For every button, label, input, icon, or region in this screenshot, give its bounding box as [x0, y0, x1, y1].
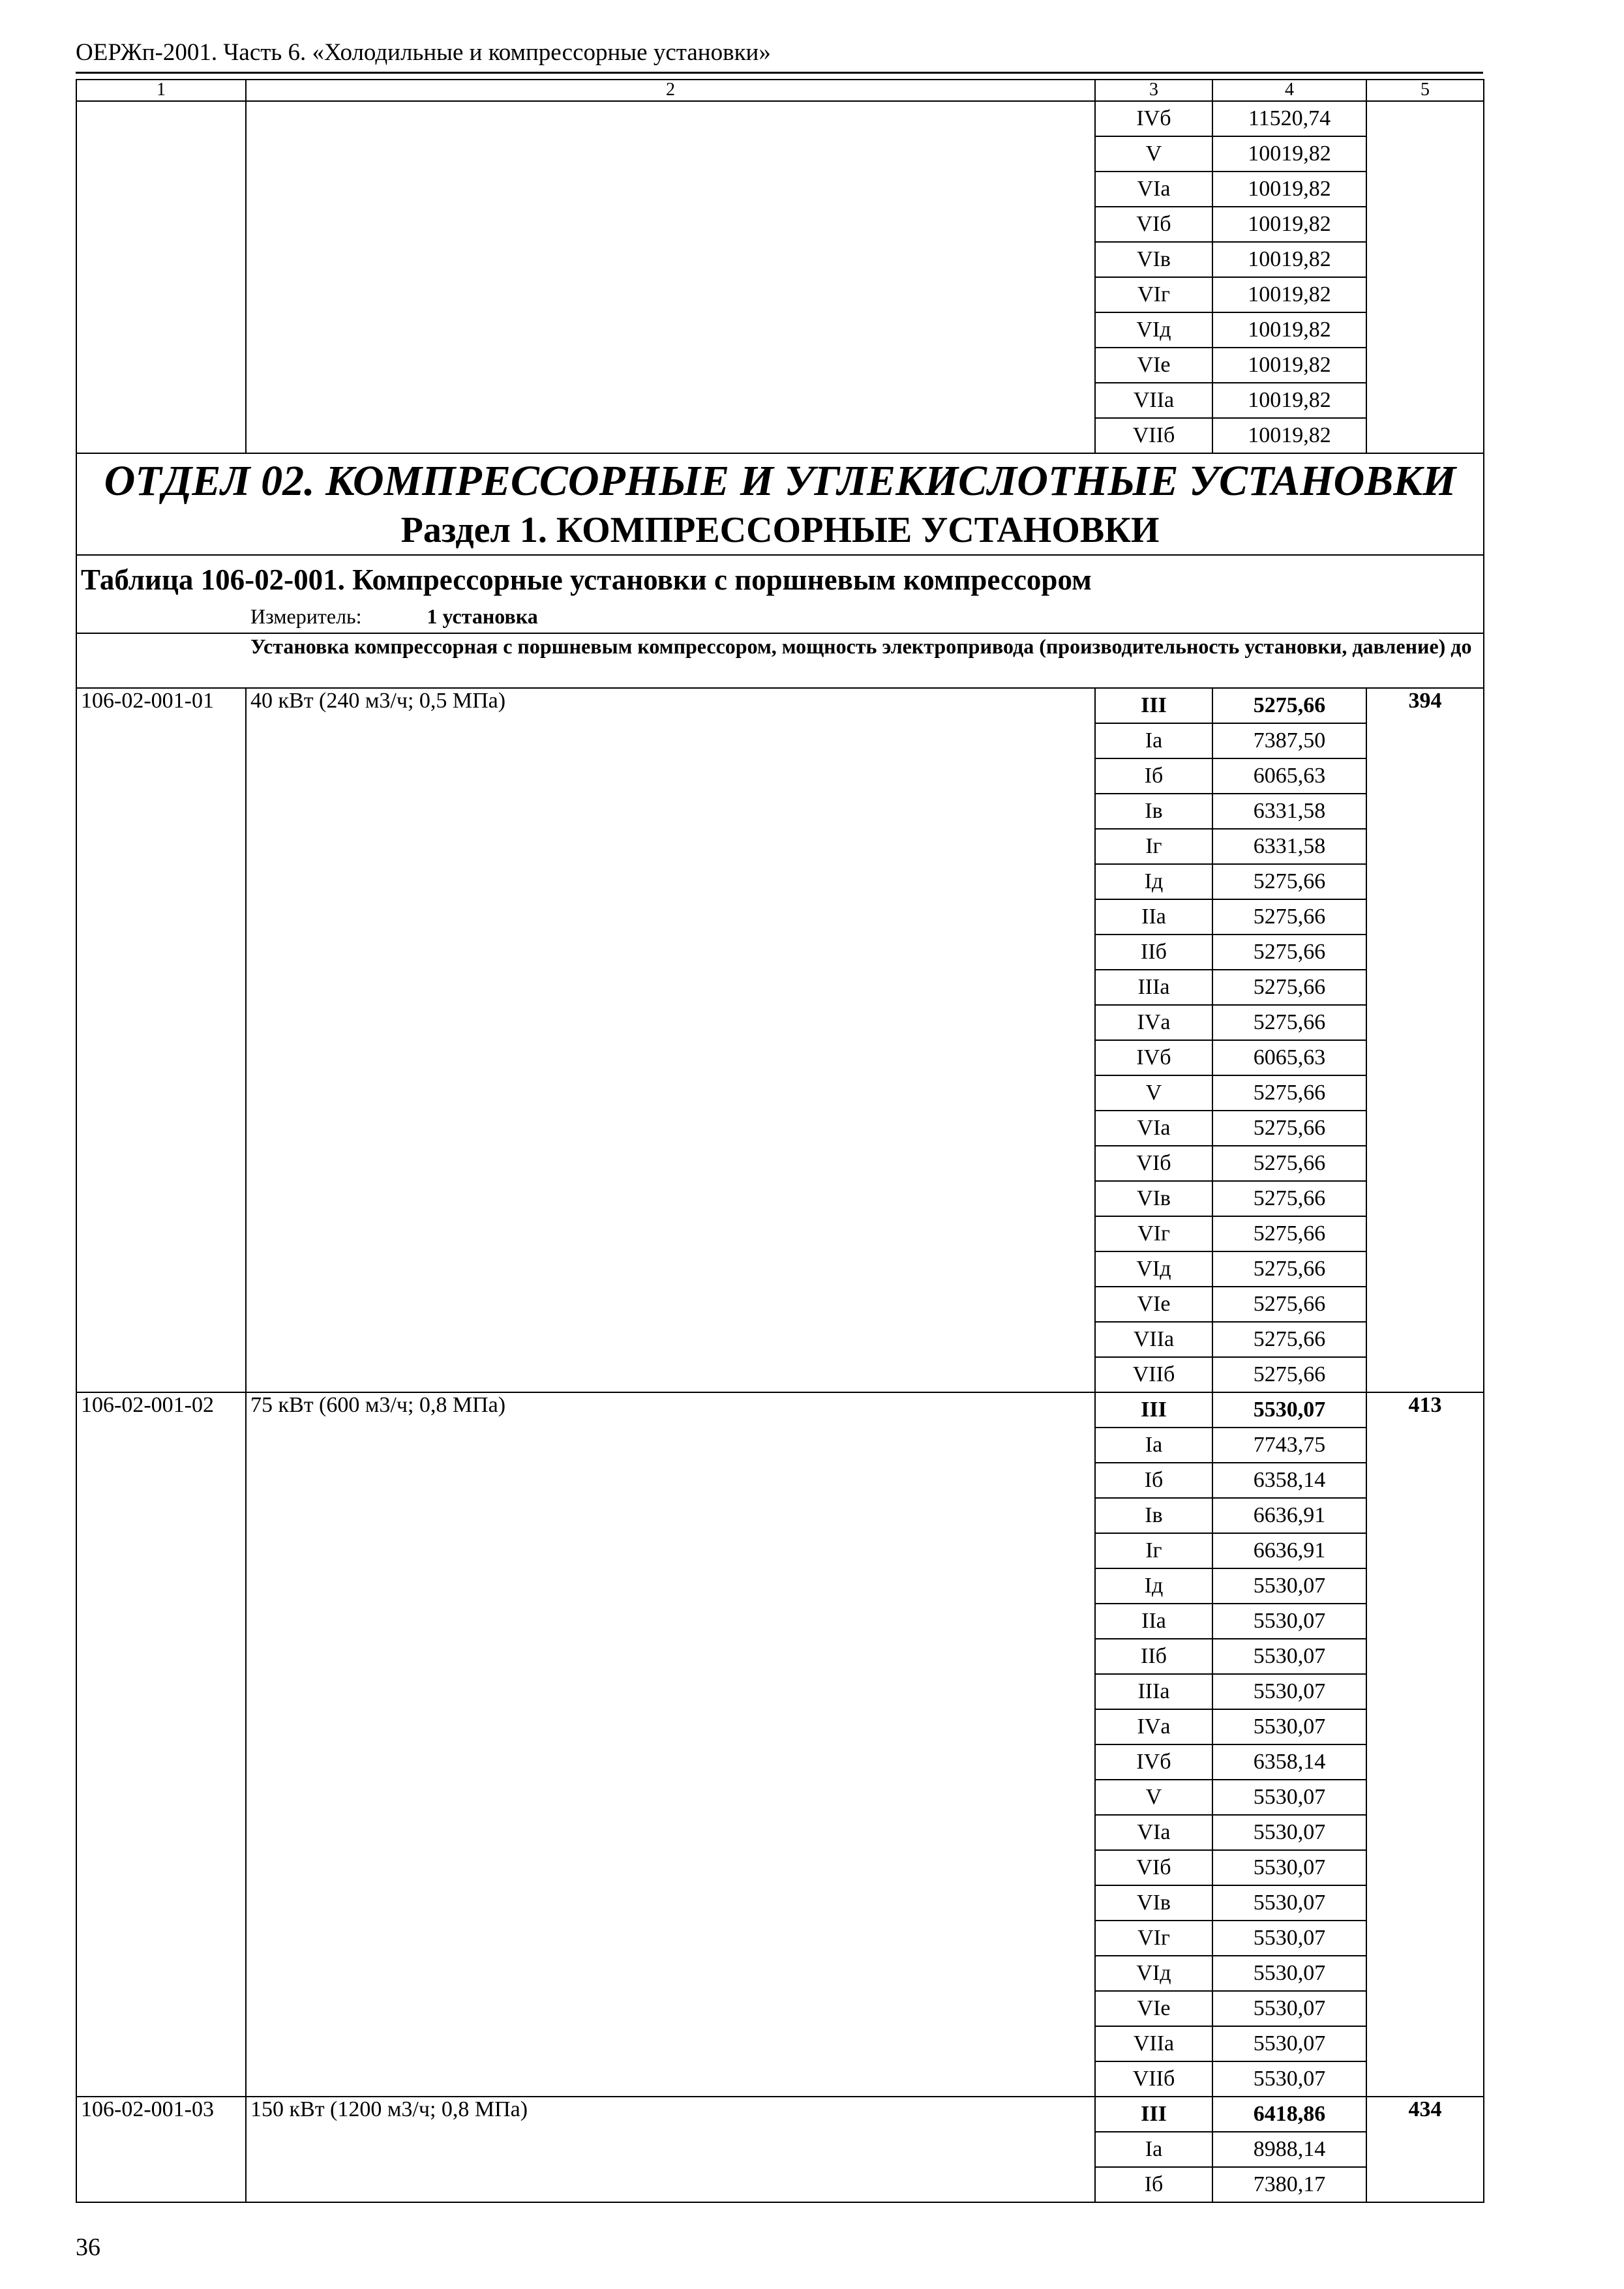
price-cell: 11520,74 [1212, 101, 1366, 136]
zone-cell: Iб [1095, 758, 1212, 794]
zone-cell: III [1095, 1392, 1212, 1428]
price-cell: 5275,66 [1212, 1251, 1366, 1287]
price-cell: 7387,50 [1212, 723, 1366, 758]
price-cell: 5530,07 [1212, 1921, 1366, 1956]
price-cell: 5275,66 [1212, 1181, 1366, 1216]
zone-cell: VIб [1095, 1146, 1212, 1181]
zone-cell: VIе [1095, 1287, 1212, 1322]
price-cell: 10019,82 [1212, 207, 1366, 242]
price-cell: 5275,66 [1212, 1146, 1366, 1181]
column-number: 2 [246, 80, 1095, 101]
code-cell: 106-02-001-02 [76, 1392, 246, 2097]
price-cell: 6331,58 [1212, 794, 1366, 829]
price-cell: 5530,07 [1212, 2026, 1366, 2061]
zone-cell: VIIб [1095, 1357, 1212, 1392]
price-cell: 6636,91 [1212, 1533, 1366, 1568]
price-cell: 10019,82 [1212, 277, 1366, 312]
price-cell: 10019,82 [1212, 136, 1366, 172]
zone-cell: VIа [1095, 1111, 1212, 1146]
measure-label: Измеритель: [250, 604, 362, 628]
price-cell: 10019,82 [1212, 348, 1366, 383]
zone-cell: IIIа [1095, 1674, 1212, 1709]
zone-cell: VIг [1095, 1216, 1212, 1251]
price-cell: 5530,07 [1212, 1885, 1366, 1921]
page-header: ОЕРЖп-2001. Часть 6. «Холодильные и компрессорные установки» [76, 39, 771, 66]
zone-cell: Iб [1095, 1463, 1212, 1498]
price-cell: 6331,58 [1212, 829, 1366, 864]
continuation-row [76, 101, 1484, 136]
price-cell: 5275,66 [1212, 1111, 1366, 1146]
measure-cell [76, 605, 1484, 633]
code-cell [76, 101, 246, 453]
zone-cell: VIе [1095, 348, 1212, 383]
description-row [76, 633, 1484, 688]
zone-cell: Iг [1095, 829, 1212, 864]
zone-cell: IIIа [1095, 970, 1212, 1005]
column-number: 5 [1366, 80, 1484, 101]
price-cell: 10019,82 [1212, 172, 1366, 207]
price-cell: 5530,07 [1212, 1780, 1366, 1815]
table-title-row [76, 555, 1484, 605]
zone-cell: VIб [1095, 207, 1212, 242]
zone-cell: Iв [1095, 1498, 1212, 1533]
zone-cell: IVа [1095, 1709, 1212, 1744]
price-cell: 10019,82 [1212, 418, 1366, 453]
price-cell: 5530,07 [1212, 1709, 1366, 1744]
column-number: 3 [1095, 80, 1212, 101]
zone-cell: Iа [1095, 1428, 1212, 1463]
price-cell: 5275,66 [1212, 1005, 1366, 1040]
price-table [76, 79, 1484, 2203]
table-row [76, 688, 1484, 723]
name-cell [246, 101, 1095, 453]
price-cell: 6418,86 [1212, 2097, 1366, 2132]
col5-cell: 394 [1366, 688, 1484, 1392]
zone-cell: Iг [1095, 1533, 1212, 1568]
zone-cell: VIе [1095, 1991, 1212, 2026]
price-cell: 5275,66 [1212, 1075, 1366, 1111]
column-number: 4 [1212, 80, 1366, 101]
price-cell: 10019,82 [1212, 312, 1366, 348]
price-cell: 5530,07 [1212, 2061, 1366, 2097]
price-cell: 10019,82 [1212, 242, 1366, 277]
price-cell: 5275,66 [1212, 970, 1366, 1005]
zone-cell: VIд [1095, 312, 1212, 348]
price-cell: 5275,66 [1212, 899, 1366, 935]
zone-cell: IIа [1095, 1604, 1212, 1639]
price-cell: 5275,66 [1212, 688, 1366, 723]
zone-cell: VIIа [1095, 2026, 1212, 2061]
price-cell: 6358,14 [1212, 1744, 1366, 1780]
zone-cell: V [1095, 136, 1212, 172]
column-numbers-row [76, 80, 1484, 101]
header-rule [76, 72, 1483, 74]
zone-cell: VIд [1095, 1956, 1212, 1991]
zone-cell: VIд [1095, 1251, 1212, 1287]
table-row [76, 1392, 1484, 1428]
code-cell: 106-02-001-03 [76, 2097, 246, 2202]
zone-cell: IIб [1095, 1639, 1212, 1674]
col5-cell: 413 [1366, 1392, 1484, 2097]
zone-cell: IVб [1095, 101, 1212, 136]
price-cell: 5530,07 [1212, 1604, 1366, 1639]
zone-cell: VIIб [1095, 418, 1212, 453]
price-cell: 6065,63 [1212, 758, 1366, 794]
zone-cell: VIа [1095, 1815, 1212, 1850]
zone-cell: IVб [1095, 1744, 1212, 1780]
table-row [76, 2097, 1484, 2132]
name-cell: 40 кВт (240 м3/ч; 0,5 МПа) [246, 688, 1095, 1392]
zone-cell: VIв [1095, 1885, 1212, 1921]
zone-cell: VIг [1095, 1921, 1212, 1956]
zone-cell: VIIб [1095, 2061, 1212, 2097]
price-cell: 5530,07 [1212, 1815, 1366, 1850]
table-title: Таблица 106-02-001. Компрессорные установки с поршневым компрессором [76, 555, 1484, 605]
zone-cell: VIIа [1095, 1322, 1212, 1357]
zone-cell: Iб [1095, 2167, 1212, 2202]
price-cell: 5530,07 [1212, 1991, 1366, 2026]
price-cell: 5275,66 [1212, 1357, 1366, 1392]
price-cell: 10019,82 [1212, 383, 1366, 418]
zone-cell: V [1095, 1075, 1212, 1111]
department-row [76, 453, 1484, 509]
zone-cell: VIг [1095, 277, 1212, 312]
measure-row [76, 605, 1484, 633]
price-cell: 5275,66 [1212, 1216, 1366, 1251]
price-cell: 5530,07 [1212, 1674, 1366, 1709]
description-text: Установка компрессорная с поршневым компрессором, мощность электропривода (производительность установки, давление) до [250, 634, 1472, 658]
column-number: 1 [76, 80, 246, 101]
zone-cell: VIв [1095, 1181, 1212, 1216]
description-cell [76, 633, 1484, 688]
zone-cell: Iд [1095, 864, 1212, 899]
price-cell: 6636,91 [1212, 1498, 1366, 1533]
price-cell: 5530,07 [1212, 1568, 1366, 1604]
price-cell: 5275,66 [1212, 935, 1366, 970]
price-cell: 7380,17 [1212, 2167, 1366, 2202]
price-cell: 5530,07 [1212, 1639, 1366, 1674]
zone-cell: IIа [1095, 899, 1212, 935]
zone-cell: IVб [1095, 1040, 1212, 1075]
price-cell: 5530,07 [1212, 1850, 1366, 1885]
zone-cell: V [1095, 1780, 1212, 1815]
price-cell: 5275,66 [1212, 1322, 1366, 1357]
zone-cell: Iв [1095, 794, 1212, 829]
zone-cell: IIб [1095, 935, 1212, 970]
zone-cell: VIIа [1095, 383, 1212, 418]
price-cell: 5530,07 [1212, 1956, 1366, 1991]
section-row [76, 509, 1484, 555]
zone-cell: VIв [1095, 242, 1212, 277]
zone-cell: III [1095, 688, 1212, 723]
zone-cell: VIб [1095, 1850, 1212, 1885]
price-cell: 5530,07 [1212, 1392, 1366, 1428]
price-cell: 7743,75 [1212, 1428, 1366, 1463]
zone-cell: Iа [1095, 2132, 1212, 2167]
zone-cell: Iа [1095, 723, 1212, 758]
department-title: ОТДЕЛ 02. КОМПРЕССОРНЫЕ И УГЛЕКИСЛОТНЫЕ УСТАНОВКИ [76, 453, 1484, 509]
price-cell: 5275,66 [1212, 1287, 1366, 1322]
code-cell: 106-02-001-01 [76, 688, 246, 1392]
zone-cell: Iд [1095, 1568, 1212, 1604]
col5-cell: 434 [1366, 2097, 1484, 2202]
page-number: 36 [76, 2234, 100, 2261]
zone-cell: VIа [1095, 172, 1212, 207]
name-cell: 75 кВт (600 м3/ч; 0,8 МПа) [246, 1392, 1095, 2097]
section-title: Раздел 1. КОМПРЕССОРНЫЕ УСТАНОВКИ [76, 509, 1484, 555]
col5-cell [1366, 101, 1484, 453]
price-cell: 6065,63 [1212, 1040, 1366, 1075]
price-cell: 8988,14 [1212, 2132, 1366, 2167]
measure-value: 1 установка [427, 604, 538, 628]
zone-cell: IVа [1095, 1005, 1212, 1040]
price-cell: 5275,66 [1212, 864, 1366, 899]
zone-cell: III [1095, 2097, 1212, 2132]
name-cell: 150 кВт (1200 м3/ч; 0,8 МПа) [246, 2097, 1095, 2202]
price-cell: 6358,14 [1212, 1463, 1366, 1498]
